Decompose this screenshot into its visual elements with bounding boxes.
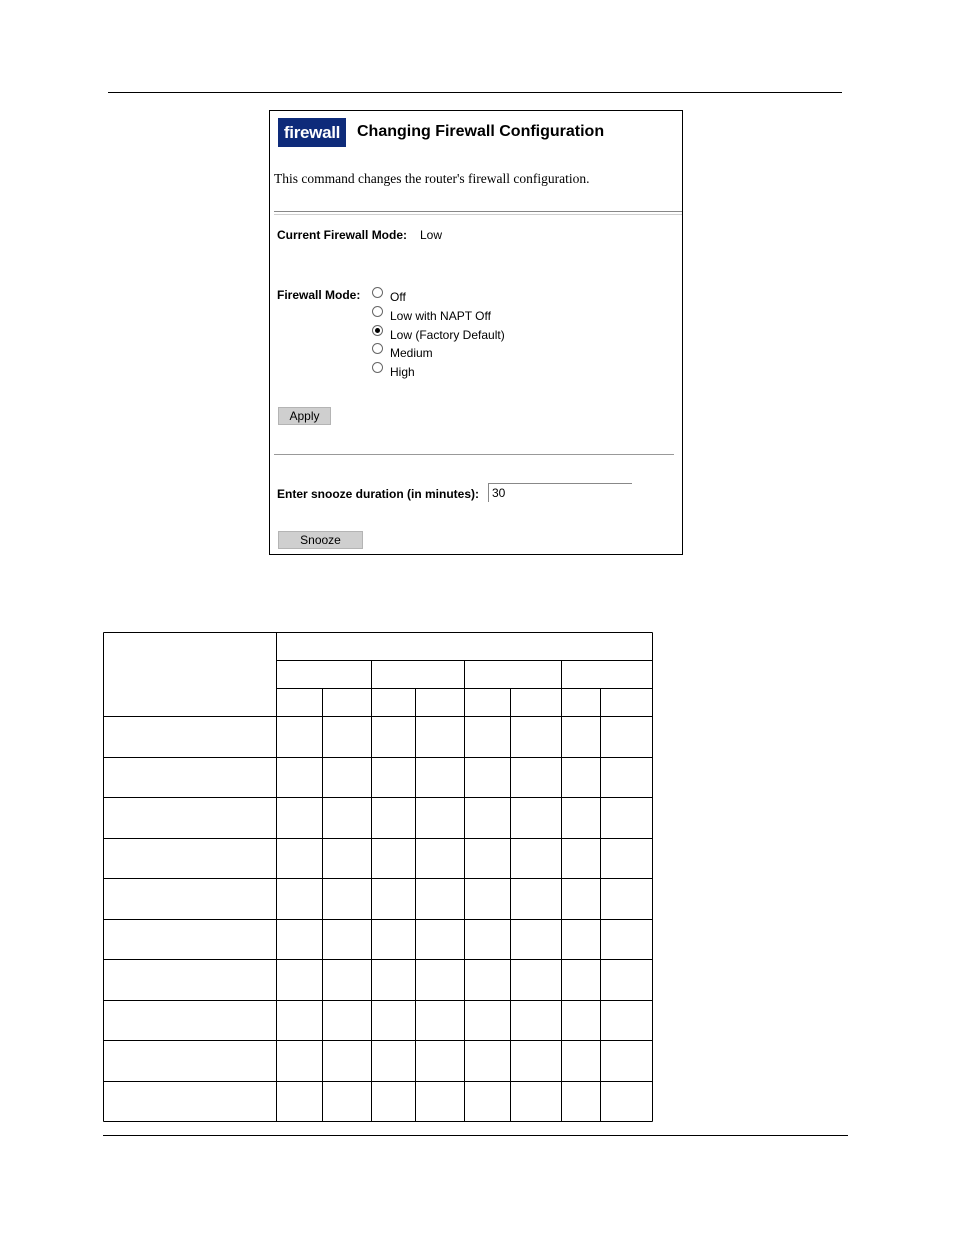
page-header-rule — [108, 92, 842, 93]
mode-option-label: Low with NAPT Off — [390, 309, 491, 323]
firewall-config-screenshot — [269, 110, 683, 555]
radio-low[interactable] — [372, 325, 383, 336]
firewall-logo: firewall — [278, 118, 346, 147]
firewall-mode-label: Firewall Mode: — [277, 288, 361, 302]
snooze-button[interactable]: Snooze — [278, 531, 363, 549]
mode-option-label: Medium — [390, 346, 433, 360]
current-mode-label: Current Firewall Mode: — [277, 228, 408, 242]
mode-option-label: Low (Factory Default) — [390, 328, 505, 342]
current-mode-value: Low — [420, 228, 443, 242]
mode-option-label: High — [390, 365, 415, 379]
apply-button[interactable]: Apply — [278, 407, 331, 425]
page-description: This command changes the router's firewall configuration. — [274, 171, 590, 186]
radio-off[interactable] — [372, 287, 383, 298]
mode-option-label: Off — [390, 290, 406, 304]
radio-high[interactable] — [372, 362, 383, 373]
mode-option-medium[interactable] — [372, 345, 433, 361]
radio-medium[interactable] — [372, 343, 383, 354]
page-footer-rule — [103, 1135, 848, 1136]
mode-option-low-napt-off[interactable] — [372, 308, 491, 324]
snooze-duration-label: Enter snooze duration (in minutes): — [277, 487, 480, 501]
page-title: Changing Firewall Configuration — [357, 123, 605, 140]
snooze-duration-input[interactable] — [488, 483, 632, 502]
mode-option-low[interactable] — [372, 327, 505, 343]
section-divider — [274, 454, 674, 455]
radio-low-napt-off[interactable] — [372, 306, 383, 317]
empty-table — [103, 632, 653, 1122]
mode-option-high[interactable] — [372, 364, 415, 380]
section-divider — [274, 211, 682, 215]
table-grid — [103, 632, 653, 1122]
mode-option-off[interactable] — [372, 289, 406, 305]
